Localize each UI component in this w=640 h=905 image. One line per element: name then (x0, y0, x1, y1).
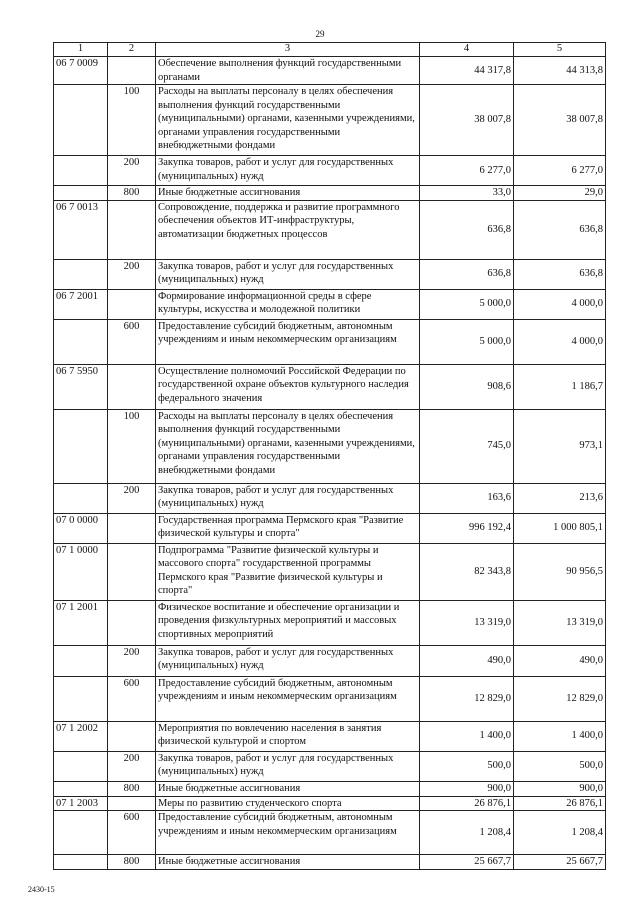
row-expense-type: 200 (108, 156, 156, 186)
row-expense-type (108, 721, 156, 751)
row-name: Физическое воспитание и обеспечение организации и проведения физкультурных мероприятий и массовых спортивных мероприятий (156, 600, 420, 645)
row-code (54, 751, 108, 781)
row-name: Закупка товаров, работ и услуг для государственных (муниципальных) нужд (156, 483, 420, 513)
table-row (54, 186, 606, 201)
row-code (54, 676, 108, 721)
row-value-year-2: 13 319,0 (514, 600, 606, 645)
row-name: Предоставление субсидий бюджетным, автономным учреждениям и иным некоммерческим организациям (156, 676, 420, 721)
table-row (54, 721, 606, 751)
table-row (54, 85, 606, 156)
row-value-year-1: 1 208,4 (420, 811, 514, 855)
row-expense-type: 200 (108, 483, 156, 513)
row-name: Меры по развитию студенческого спорта (156, 796, 420, 811)
table-row (54, 781, 606, 796)
row-expense-type: 600 (108, 676, 156, 721)
row-value-year-1: 636,8 (420, 200, 514, 259)
row-expense-type: 800 (108, 186, 156, 201)
row-code: 07 1 2003 (54, 796, 108, 811)
row-name: Иные бюджетные ассигнования (156, 186, 420, 201)
row-value-year-2: 1 000 805,1 (514, 513, 606, 543)
row-expense-type (108, 600, 156, 645)
row-name: Обеспечение выполнения функций государственными органами (156, 57, 420, 85)
table-row (54, 200, 606, 259)
row-value-year-1: 5 000,0 (420, 319, 514, 364)
table-row (54, 483, 606, 513)
table-row (54, 57, 606, 85)
row-code (54, 259, 108, 289)
row-value-year-1: 33,0 (420, 186, 514, 201)
row-code (54, 319, 108, 364)
row-value-year-1: 13 319,0 (420, 600, 514, 645)
row-value-year-1: 908,6 (420, 364, 514, 409)
table-row (54, 676, 606, 721)
table-row (54, 364, 606, 409)
row-value-year-1: 490,0 (420, 645, 514, 676)
table-header-row (54, 43, 606, 57)
row-value-year-1: 996 192,4 (420, 513, 514, 543)
row-value-year-2: 213,6 (514, 483, 606, 513)
row-code: 06 7 0009 (54, 57, 108, 85)
row-name: Расходы на выплаты персоналу в целях обеспечения выполнения функций государственными (муниципальными) органами, казенными учреждениями, органами управления государственными внебюджетными фондами (156, 409, 420, 483)
row-value-year-2: 25 667,7 (514, 855, 606, 870)
row-name: Предоставление субсидий бюджетным, автономным учреждениям и иным некоммерческим организациям (156, 319, 420, 364)
row-name: Закупка товаров, работ и услуг для государственных (муниципальных) нужд (156, 645, 420, 676)
row-value-year-1: 82 343,8 (420, 543, 514, 600)
row-name: Осуществление полномочий Российской Федерации по государственной охране объектов культурного наследия федерального значения (156, 364, 420, 409)
row-code: 07 1 0000 (54, 543, 108, 600)
row-value-year-2: 636,8 (514, 200, 606, 259)
row-expense-type: 200 (108, 645, 156, 676)
row-value-year-2: 973,1 (514, 409, 606, 483)
table-row (54, 409, 606, 483)
row-name: Иные бюджетные ассигнования (156, 855, 420, 870)
table-row (54, 811, 606, 855)
row-value-year-1: 38 007,8 (420, 85, 514, 156)
row-name: Подпрограмма "Развитие физической культуры и массового спорта" государственной программы Пермского края "Развитие физической культуры и спорта" (156, 543, 420, 600)
row-name: Мероприятия по вовлечению населения в занятия физической культурой и спортом (156, 721, 420, 751)
row-code (54, 645, 108, 676)
row-expense-type: 600 (108, 319, 156, 364)
budget-table (53, 42, 606, 870)
row-code (54, 409, 108, 483)
row-expense-type (108, 200, 156, 259)
page-number: 29 (315, 29, 325, 39)
row-value-year-1: 636,8 (420, 259, 514, 289)
row-expense-type (108, 289, 156, 319)
row-value-year-1: 5 000,0 (420, 289, 514, 319)
row-name: Формирование информационной среды в сфере культуры, искусства и молодежной политики (156, 289, 420, 319)
row-expense-type (108, 796, 156, 811)
row-value-year-2: 6 277,0 (514, 156, 606, 186)
row-code: 06 7 0013 (54, 200, 108, 259)
table-row (54, 319, 606, 364)
row-code: 07 0 0000 (54, 513, 108, 543)
column-header: 1 (54, 43, 108, 57)
row-code (54, 156, 108, 186)
row-value-year-1: 900,0 (420, 781, 514, 796)
row-value-year-2: 26 876,1 (514, 796, 606, 811)
row-expense-type: 200 (108, 259, 156, 289)
row-name: Иные бюджетные ассигнования (156, 781, 420, 796)
row-value-year-2: 38 007,8 (514, 85, 606, 156)
row-value-year-2: 4 000,0 (514, 319, 606, 364)
row-code (54, 781, 108, 796)
table-row (54, 751, 606, 781)
table-row (54, 855, 606, 870)
table-row (54, 259, 606, 289)
table-row (54, 289, 606, 319)
row-code (54, 855, 108, 870)
row-value-year-1: 12 829,0 (420, 676, 514, 721)
row-code (54, 811, 108, 855)
row-value-year-2: 1 208,4 (514, 811, 606, 855)
row-expense-type (108, 513, 156, 543)
row-value-year-2: 500,0 (514, 751, 606, 781)
row-expense-type (108, 543, 156, 600)
row-value-year-2: 12 829,0 (514, 676, 606, 721)
row-code: 07 1 2001 (54, 600, 108, 645)
row-value-year-2: 1 400,0 (514, 721, 606, 751)
row-name: Расходы на выплаты персоналу в целях обеспечения выполнения функций государственными (муниципальными) органами, казенными учреждениями, органами управления государственными внебюджетными фондами (156, 85, 420, 156)
row-value-year-2: 44 313,8 (514, 57, 606, 85)
row-expense-type: 800 (108, 855, 156, 870)
row-value-year-1: 6 277,0 (420, 156, 514, 186)
row-expense-type: 100 (108, 409, 156, 483)
row-value-year-1: 26 876,1 (420, 796, 514, 811)
row-value-year-2: 90 956,5 (514, 543, 606, 600)
row-code: 07 1 2002 (54, 721, 108, 751)
row-value-year-1: 163,6 (420, 483, 514, 513)
column-header: 2 (108, 43, 156, 57)
row-expense-type (108, 57, 156, 85)
row-name: Предоставление субсидий бюджетным, автономным учреждениям и иным некоммерческим организациям (156, 811, 420, 855)
row-expense-type: 200 (108, 751, 156, 781)
table-row (54, 513, 606, 543)
row-value-year-2: 636,8 (514, 259, 606, 289)
row-name: Закупка товаров, работ и услуг для государственных (муниципальных) нужд (156, 156, 420, 186)
row-code (54, 85, 108, 156)
row-value-year-2: 4 000,0 (514, 289, 606, 319)
row-name: Закупка товаров, работ и услуг для государственных (муниципальных) нужд (156, 751, 420, 781)
row-code: 06 7 2001 (54, 289, 108, 319)
table-row (54, 796, 606, 811)
column-header: 3 (156, 43, 420, 57)
row-name: Сопровождение, поддержка и развитие программного обеспечения объектов ИТ-инфраструктуры, автоматизации бюджетных процессов (156, 200, 420, 259)
row-expense-type: 600 (108, 811, 156, 855)
column-header: 4 (420, 43, 514, 57)
row-code: 06 7 5950 (54, 364, 108, 409)
row-value-year-2: 900,0 (514, 781, 606, 796)
row-value-year-1: 500,0 (420, 751, 514, 781)
column-header: 5 (514, 43, 606, 57)
row-value-year-1: 44 317,8 (420, 57, 514, 85)
row-expense-type (108, 364, 156, 409)
table-row (54, 156, 606, 186)
row-code (54, 483, 108, 513)
row-name: Государственная программа Пермского края "Развитие физической культуры и спорта" (156, 513, 420, 543)
row-value-year-1: 25 667,7 (420, 855, 514, 870)
row-value-year-2: 490,0 (514, 645, 606, 676)
row-value-year-1: 745,0 (420, 409, 514, 483)
table-row (54, 543, 606, 600)
row-name: Закупка товаров, работ и услуг для государственных (муниципальных) нужд (156, 259, 420, 289)
row-value-year-1: 1 400,0 (420, 721, 514, 751)
row-expense-type: 100 (108, 85, 156, 156)
table-row (54, 645, 606, 676)
row-value-year-2: 1 186,7 (514, 364, 606, 409)
row-expense-type: 800 (108, 781, 156, 796)
footer-code: 2430-15 (28, 885, 55, 894)
table-row (54, 600, 606, 645)
row-code (54, 186, 108, 201)
row-value-year-2: 29,0 (514, 186, 606, 201)
